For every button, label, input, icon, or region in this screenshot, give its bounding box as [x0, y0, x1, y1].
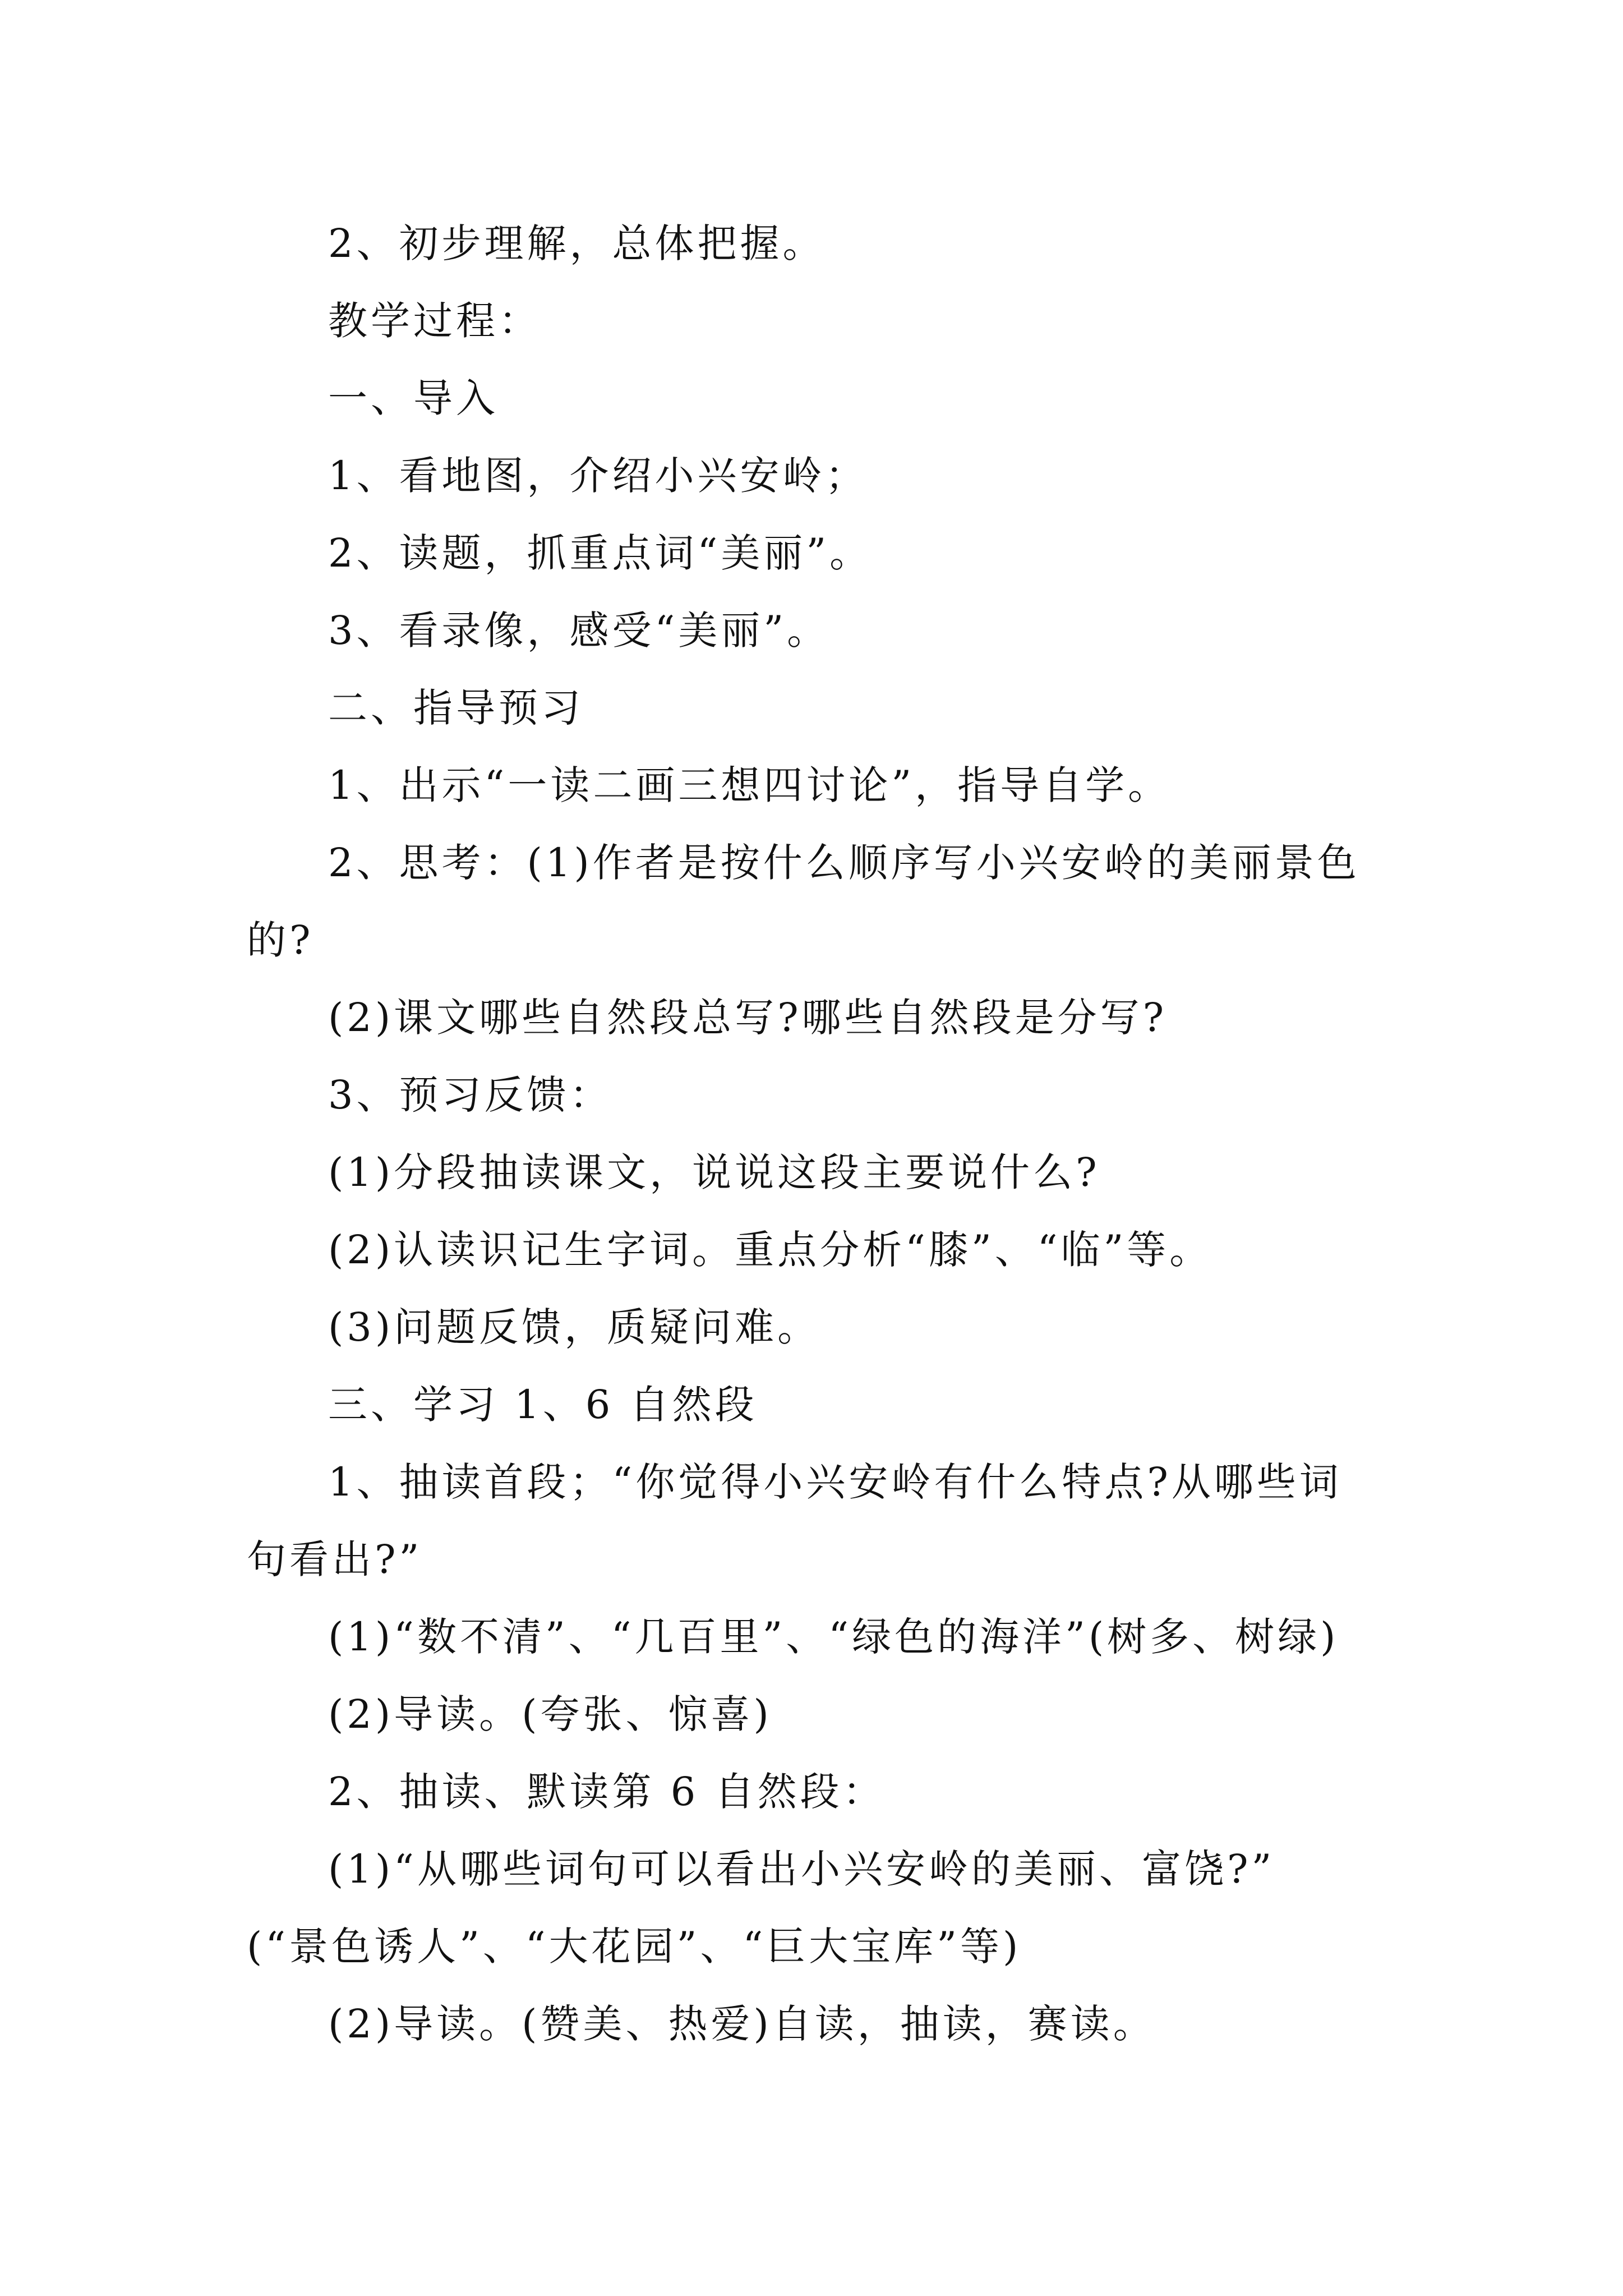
section-heading: 三、学习 1、6 自然段 [328, 1382, 758, 1428]
text-line: (2)课文哪些自然段总写?哪些自然段是分写? [328, 995, 1168, 1041]
section-heading: 教学过程： [328, 298, 541, 344]
text-line: (2)导读。(赞美、热爱)自读，抽读，赛读。 [328, 2001, 1156, 2047]
text-line-continuation: 句看出?” [247, 1536, 423, 1582]
section-heading: 二、指导预习 [328, 685, 584, 731]
section-heading: 一、导入 [328, 375, 499, 421]
text-line: 1、出示“一读二画三想四讨论”，指导自学。 [328, 762, 1171, 808]
text-line: 2、思考：(1)作者是按什么顺序写小兴安岭的美丽景色 [328, 840, 1360, 886]
text-line: 2、读题，抓重点词“美丽”。 [328, 530, 873, 576]
text-line: 1、抽读首段；“你觉得小兴安岭有什么特点?从哪些词 [328, 1459, 1342, 1505]
text-line: 3、看录像，感受“美丽”。 [328, 608, 830, 654]
text-line: 3、预习反馈： [328, 1072, 612, 1118]
text-line: (2)导读。(夸张、惊喜) [328, 1691, 772, 1737]
text-line: (3)问题反馈，质疑问难。 [328, 1304, 820, 1350]
text-line-continuation: 的? [247, 917, 314, 963]
text-line: (1)“数不清”、“几百里”、“绿色的海洋”(树多、树绿) [328, 1614, 1339, 1660]
text-line: 2、初步理解，总体把握。 [328, 220, 826, 266]
text-line: 2、抽读、默读第 6 自然段： [328, 1769, 886, 1815]
text-line: (1)“从哪些词句可以看出小兴安岭的美丽、富饶?” [328, 1846, 1275, 1892]
text-line: (2)认读识记生字词。重点分析“膝”、“临”等。 [328, 1227, 1212, 1273]
text-line: 1、看地图，介绍小兴安岭； [328, 453, 868, 499]
text-line-continuation: (“景色诱人”、“大花园”、“巨大宝库”等) [247, 1924, 1022, 1970]
document-body [247, 205, 1382, 2063]
text-line: (1)分段抽读课文，说说这段主要说什么? [328, 1149, 1100, 1195]
